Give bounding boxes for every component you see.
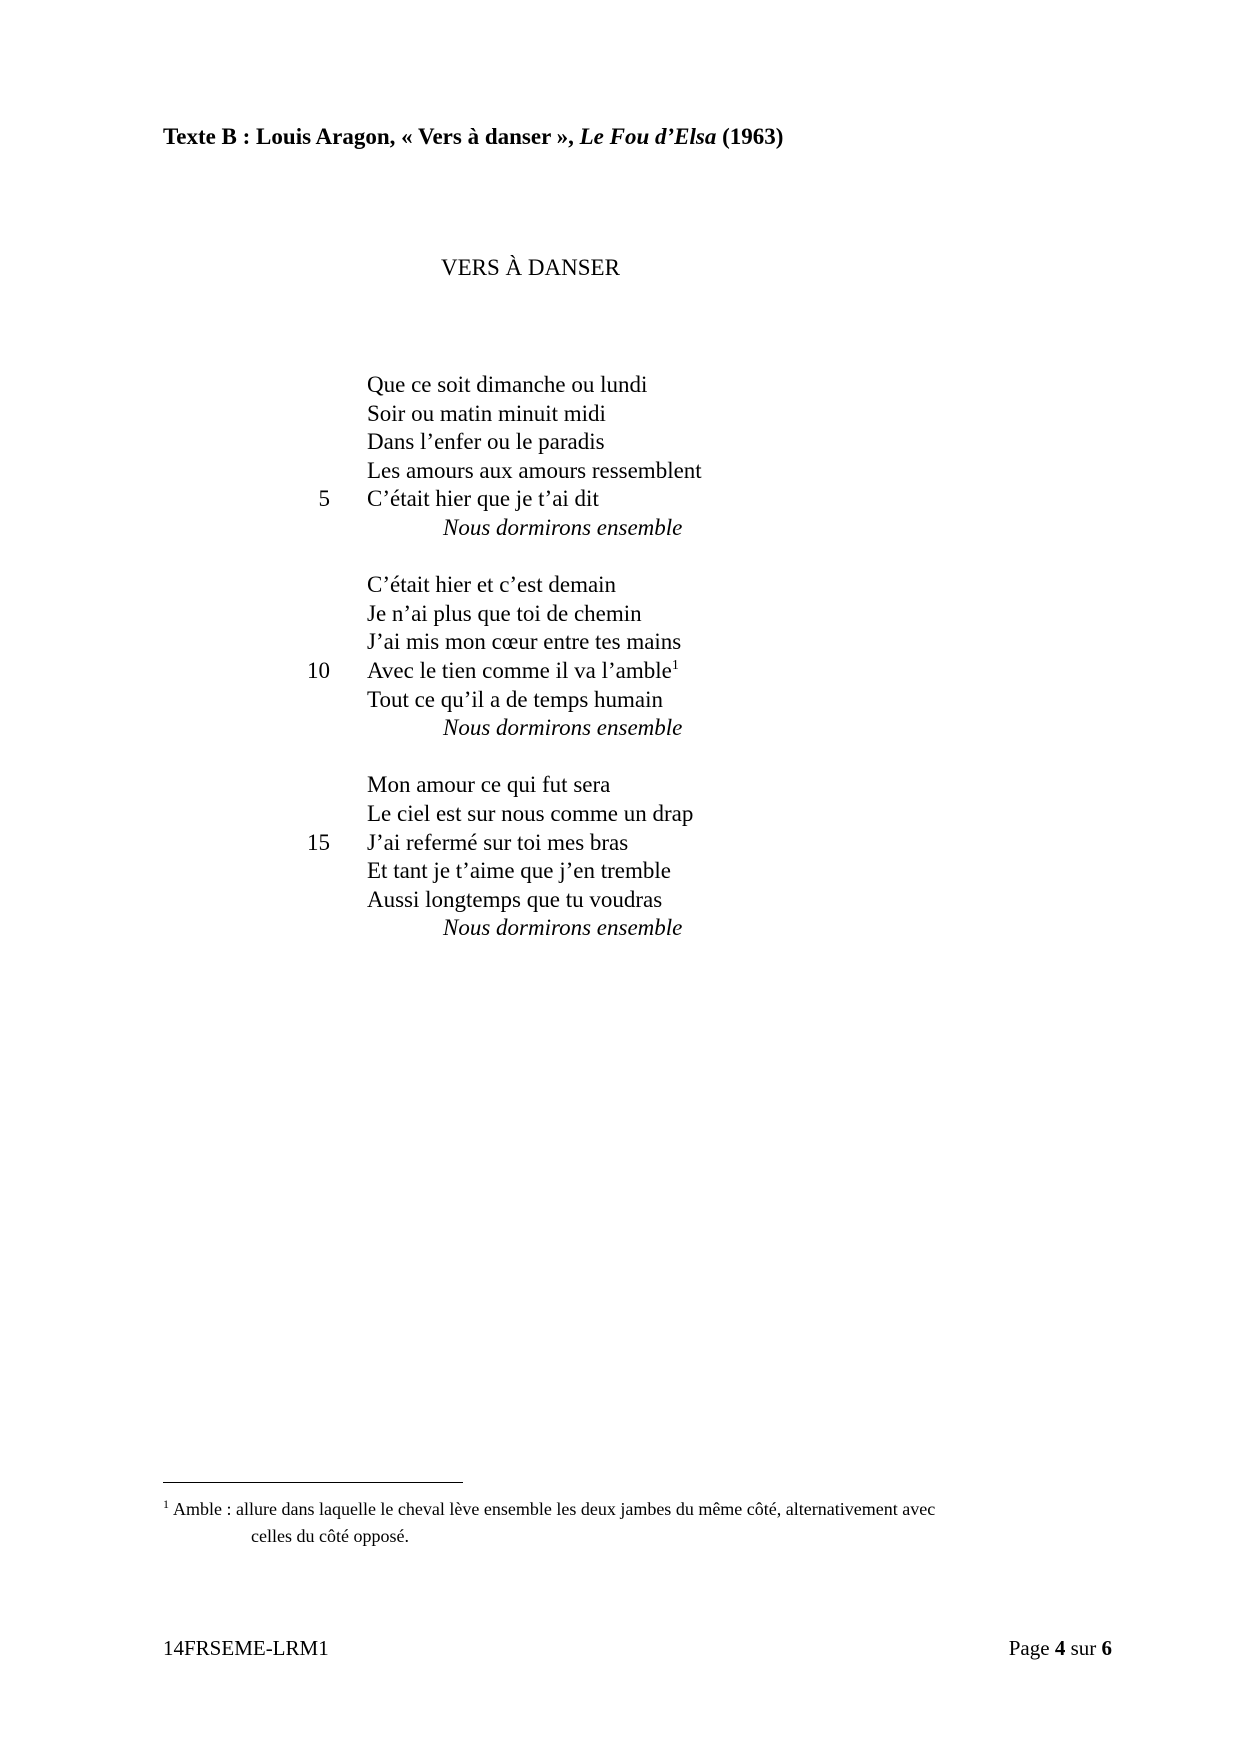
footnote-text-line1: Amble : allure dans laquelle le cheval lève ensemble les deux jambes du même côté, alternativement avec <box>173 1499 936 1519</box>
poem-line: Tout ce qu’il a de temps humain <box>367 686 664 712</box>
footnote <box>163 1496 1083 1550</box>
footnote-mark: 1 <box>163 1497 169 1511</box>
page-current: 4 <box>1054 1636 1066 1660</box>
poem-line: Je n’ai plus que toi de chemin <box>367 600 642 626</box>
poem-line: J’ai mis mon cœur entre tes mains <box>367 629 682 655</box>
poem-line: Les amours aux amours ressemblent <box>367 457 702 483</box>
poem-line: Et tant je t’aime que j’en tremble <box>367 858 671 884</box>
poem-line: C’était hier et c’est demain <box>367 572 617 598</box>
text-heading <box>163 124 783 150</box>
poem-line: J’ai refermé sur toi mes bras <box>367 829 629 855</box>
line-number: 15 <box>307 829 330 855</box>
poem-line: Que ce soit dimanche ou lundi <box>367 372 648 397</box>
page-mid: sur <box>1065 1636 1102 1660</box>
footnote-reference: 1 <box>671 658 679 673</box>
poem-refrain-line: Nous dormirons ensemble <box>443 715 683 741</box>
poem-line: Avec le tien comme il va l’amble$^1$ <box>367 658 679 683</box>
page-number <box>1009 1636 1112 1661</box>
heading-year: (1963) <box>716 124 784 149</box>
footnote-divider <box>163 1482 463 1483</box>
heading-work-title: Le Fou d’Elsa <box>579 124 717 149</box>
poem-title: VERS À DANSER <box>441 255 620 280</box>
footnote-text-line2: celles du côté opposé. <box>251 1526 409 1546</box>
line-number: 5 <box>318 486 330 512</box>
heading-prefix: Texte B : Louis Aragon, « Vers à danser », <box>163 124 580 149</box>
poem-line: C’était hier que je t’ai dit <box>367 486 599 512</box>
poem-line: Le ciel est sur nous comme un drap <box>367 801 694 826</box>
poem-line: Mon amour ce qui fut sera <box>367 772 611 798</box>
page-prefix: Page <box>1008 1636 1055 1660</box>
poem-refrain-line: Nous dormirons ensemble <box>443 515 683 540</box>
page-total: 6 <box>1101 1636 1112 1660</box>
poem-line: Dans l’enfer ou le paradis <box>367 429 605 455</box>
poem-line: Soir ou matin minuit midi <box>367 400 606 426</box>
line-number: 10 <box>307 658 330 683</box>
poem-line: Aussi longtemps que tu voudras <box>367 886 663 912</box>
document-code: 14FRSEME-LRM1 <box>163 1636 329 1660</box>
poem-refrain-line: Nous dormirons ensemble <box>443 915 683 941</box>
